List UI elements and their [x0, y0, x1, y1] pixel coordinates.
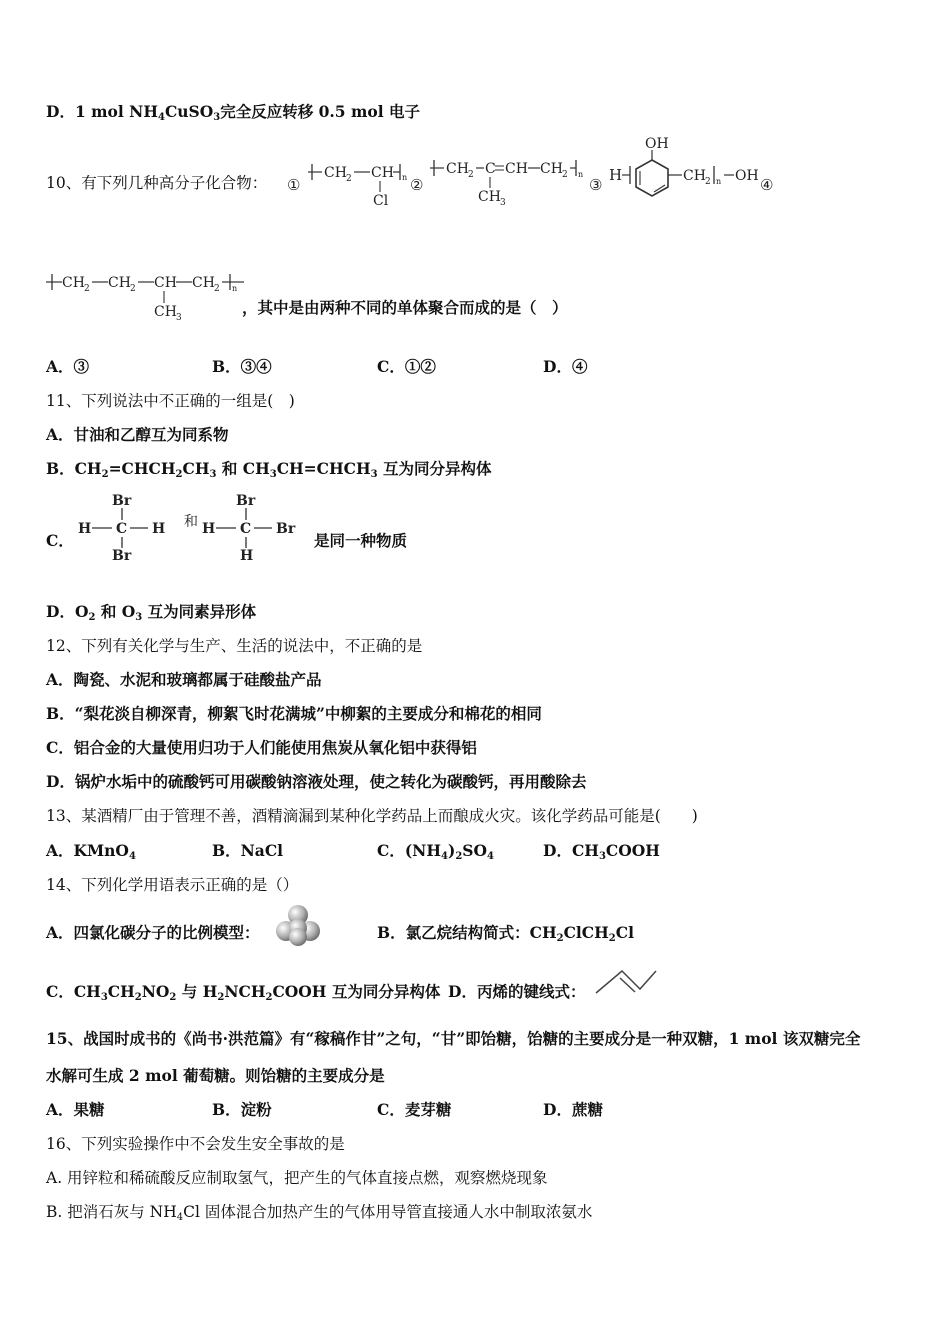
propene-skeletal-formula-icon — [592, 965, 662, 999]
svg-text:Br: Br — [112, 493, 132, 509]
q11-option-c-label[interactable]: C． — [46, 531, 74, 550]
marker-3: ③ — [589, 176, 603, 194]
svg-text:n: n — [402, 173, 408, 182]
f1-ch2: CH — [371, 165, 394, 181]
q12-option-a[interactable]: A．陶瓷、水泥和玻璃都属于硅酸盐产品 — [46, 670, 322, 689]
q15-option-c[interactable]: C．麦芽糖 — [377, 1100, 452, 1119]
q10-option-b[interactable]: B．③④ — [212, 357, 272, 376]
svg-text:CH: CH — [62, 275, 85, 291]
svg-text:3: 3 — [500, 198, 506, 208]
q15-stem-line2: 水解可生成 2 mol 葡萄糖。则饴糖的主要成分是 — [46, 1066, 385, 1085]
q10-formula-svg — [0, 0, 950, 330]
q10-option-d[interactable]: D．④ — [543, 357, 588, 376]
q13-option-d[interactable]: D．$CH_3COOH$ — [543, 841, 660, 862]
f1-ch: CH — [324, 165, 347, 181]
svg-text:CH: CH — [683, 168, 706, 184]
q14-option-c[interactable]: C．$CH_3CH_2NO_2$ 与 $H_2NCH_2COOH$ 互为同分异构体 — [46, 982, 441, 1003]
svg-text:H: H — [202, 521, 216, 537]
q11-option-d[interactable]: D．$O_2$ 和 $O_3$ 互为同素异形体 — [46, 602, 257, 623]
q16-option-b[interactable]: B. 把消石灰与 $NH_4Cl$ 固体混合加热产生的气体用导管直接通人水中制取浓氨水 — [46, 1203, 593, 1223]
marker-1: ① — [287, 176, 301, 194]
svg-text:C: C — [485, 161, 496, 177]
q11-option-a[interactable]: A．甘油和乙醇互为同系物 — [46, 425, 229, 444]
q15-stem-line1: 15、战国时成书的《尚书·洪范篇》有“稼稿作甘”之句，“甘”即饴糖，饴糖的主要成分是一种双糖，1 mol 该双糖完全 — [46, 1029, 861, 1048]
svg-text:C: C — [116, 521, 128, 537]
q14-option-d[interactable]: D．丙烯的键线式： — [448, 982, 586, 1001]
svg-text:OH: OH — [645, 136, 669, 152]
q12-stem: 12、下列有关化学与生产、生活的说法中，不正确的是 — [46, 637, 423, 655]
svg-text:H: H — [240, 548, 254, 564]
q11-dibromomethane-structures — [72, 490, 392, 570]
svg-text:2: 2 — [84, 284, 90, 294]
svg-text:2: 2 — [214, 284, 220, 294]
svg-text:n: n — [232, 284, 238, 293]
q15-option-b[interactable]: B．淀粉 — [212, 1100, 272, 1119]
svg-text:n: n — [578, 170, 584, 179]
q11-option-c-text: 是同一种物质 — [314, 531, 408, 550]
svg-text:2: 2 — [130, 284, 136, 294]
marker-4: ④ — [760, 176, 774, 194]
svg-text:3: 3 — [176, 313, 182, 323]
q14-option-b[interactable]: B．氯乙烷结构简式：$CH_2ClCH_2Cl$ — [377, 923, 634, 944]
q13-option-b[interactable]: B．NaCl — [212, 841, 284, 860]
svg-text:CH: CH — [192, 275, 215, 291]
q12-option-d[interactable]: D．锅炉水垢中的硫酸钙可用碳酸钠溶液处理，使之转化为碳酸钙，再用酸除去 — [46, 772, 587, 791]
q12-option-b[interactable]: B．“梨花淡自柳深青，柳絮飞时花满城”中柳絮的主要成分和棉花的相同 — [46, 704, 542, 723]
svg-text:CH: CH — [478, 189, 501, 205]
svg-text:2: 2 — [468, 170, 474, 180]
q11-stem: 11、下列说法中不正确的一组是( ) — [46, 392, 295, 410]
q11-option-b[interactable]: B．$CH_2=CHCH_2CH_3$ 和 $CH_3CH=CHCH_3$ 互为同分异构体 — [46, 459, 492, 480]
q16-stem: 16、下列实验操作中不会发生安全事故的是 — [46, 1135, 345, 1153]
q9-option-d: D．1 mol $NH_4CuSO_3$完全反应转移 0.5 mol 电子 — [46, 102, 421, 123]
q15-option-d[interactable]: D．蔗糖 — [543, 1100, 603, 1119]
svg-text:Br: Br — [112, 548, 132, 564]
svg-text:H: H — [609, 166, 623, 184]
q12-option-c[interactable]: C．铝合金的大量使用归功于人们能使用焦炭从氧化铝中获得铝 — [46, 738, 477, 757]
svg-text:H: H — [152, 521, 166, 537]
q13-option-c[interactable]: C．$(NH_4)_2SO_4$ — [377, 841, 494, 862]
q10-stem: 10、有下列几种高分子化合物： — [46, 174, 268, 192]
svg-text:n: n — [716, 177, 722, 186]
marker-2: ② — [410, 176, 424, 194]
q13-option-a[interactable]: A．KMnO$_4$ — [46, 841, 136, 862]
svg-text:H: H — [78, 521, 92, 537]
svg-text:CH: CH — [154, 304, 177, 320]
svg-text:CH: CH — [108, 275, 131, 291]
ccl4-space-filling-model-icon — [274, 904, 322, 948]
svg-text:2: 2 — [705, 177, 711, 187]
q10-option-c[interactable]: C．①② — [377, 357, 436, 376]
svg-text:Br: Br — [276, 521, 296, 537]
q16-option-a[interactable]: A. 用锌粒和稀硫酸反应制取氢气，把产生的气体直接点燃，观察燃烧现象 — [46, 1169, 548, 1187]
q13-stem: 13、某酒精厂由于管理不善，酒精滴漏到某种化学药品上而酿成火灾。该化学药品可能是( ) — [46, 807, 698, 825]
svg-text:CH: CH — [446, 161, 469, 177]
svg-text:OH: OH — [735, 168, 759, 184]
svg-text:C: C — [240, 521, 252, 537]
svg-text:和: 和 — [184, 514, 198, 530]
q10-question-tail: ，其中是由两种不同的单体聚合而成的是（ ） — [242, 298, 568, 317]
svg-text:2: 2 — [346, 174, 352, 184]
q15-option-a[interactable]: A．果糖 — [46, 1100, 105, 1119]
q10-option-a[interactable]: A．③ — [46, 357, 90, 376]
svg-text:CH: CH — [540, 161, 563, 177]
q14-stem: 14、下列化学用语表示正确的是（） — [46, 876, 299, 894]
svg-text:CH: CH — [154, 275, 177, 291]
svg-text:2: 2 — [562, 170, 568, 180]
svg-text:CH: CH — [505, 161, 528, 177]
svg-text:Br: Br — [236, 493, 256, 509]
q14-option-a[interactable]: A．四氯化碳分子的比例模型： — [46, 923, 260, 942]
f1-cl: Cl — [373, 193, 389, 209]
